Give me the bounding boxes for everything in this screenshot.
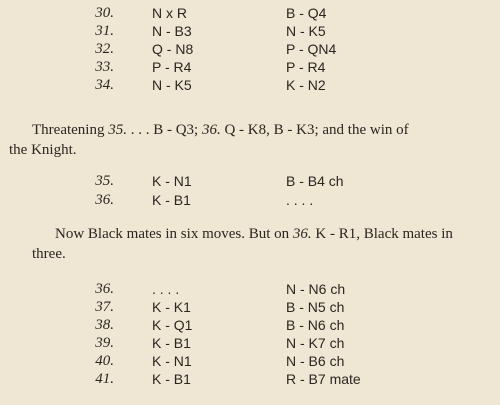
- move-number: 38.: [95, 317, 114, 333]
- move-row: [0, 40, 500, 58]
- black-move: B - Q4: [286, 5, 327, 21]
- black-move: N - B6 ch: [286, 353, 345, 369]
- white-move: K - N1: [152, 173, 192, 189]
- move-row: [0, 58, 500, 76]
- white-move: K - B1: [152, 192, 191, 208]
- black-move: B - B4 ch: [286, 173, 344, 189]
- black-move: B - N5 ch: [286, 299, 345, 315]
- move-row: [0, 22, 500, 40]
- move-row: [0, 4, 500, 22]
- move-number: 37.: [95, 299, 114, 315]
- commentary-line: three.: [32, 246, 66, 262]
- black-move: P - R4: [286, 59, 326, 75]
- move-row: [0, 334, 500, 352]
- move-number-ref: 36.: [201, 122, 221, 138]
- move-row: [0, 352, 500, 370]
- move-number: 32.: [95, 41, 114, 57]
- move-number-ref: 35.: [108, 122, 127, 138]
- white-move: N - B3: [152, 23, 192, 39]
- move-row: [0, 280, 500, 298]
- commentary-paragraph-2: [32, 224, 485, 264]
- move-row: [0, 76, 500, 94]
- black-move: P - QN4: [286, 41, 337, 57]
- black-move: R - B7 mate: [286, 371, 361, 387]
- black-move: K - N2: [286, 77, 326, 93]
- black-move: N - N6 ch: [286, 281, 346, 297]
- move-number: 31.: [95, 23, 114, 39]
- black-move: . . . .: [286, 192, 314, 208]
- move-row: [0, 172, 500, 190]
- commentary-line: Now Black mates in six moves. But on 36. K - R1, Black mates in: [55, 226, 453, 242]
- white-move: K - N1: [152, 353, 192, 369]
- commentary-line: Threatening 35. . . . B - Q3; 36. Q - K8, B - K3; and the win of: [32, 122, 409, 138]
- move-row: [0, 370, 500, 388]
- move-row: [0, 316, 500, 334]
- move-row: [0, 298, 500, 316]
- move-number: 36.: [95, 192, 114, 208]
- black-move: N - K7 ch: [286, 335, 345, 351]
- white-move: K - B1: [152, 371, 191, 387]
- move-number: 30.: [95, 5, 114, 21]
- move-number: 36.: [95, 281, 114, 297]
- commentary-paragraph-1: [9, 120, 482, 160]
- commentary-line: the Knight.: [9, 142, 77, 158]
- move-number-ref: 36.: [292, 226, 312, 242]
- white-move: Q - N8: [152, 41, 194, 57]
- move-number: 35.: [95, 173, 114, 189]
- white-move: N x R: [152, 5, 187, 21]
- move-number: 41.: [95, 371, 114, 387]
- black-move: N - K5: [286, 23, 326, 39]
- white-move: P - R4: [152, 59, 192, 75]
- white-move: K - K1: [152, 299, 191, 315]
- white-move: K - Q1: [152, 317, 193, 333]
- move-number: 34.: [95, 77, 114, 93]
- white-move: K - B1: [152, 335, 191, 351]
- black-move: B - N6 ch: [286, 317, 345, 333]
- move-number: 39.: [95, 335, 114, 351]
- move-number: 40.: [95, 353, 114, 369]
- move-number: 33.: [95, 59, 114, 75]
- move-row: [0, 191, 500, 209]
- white-move: . . . .: [152, 281, 180, 297]
- white-move: N - K5: [152, 77, 192, 93]
